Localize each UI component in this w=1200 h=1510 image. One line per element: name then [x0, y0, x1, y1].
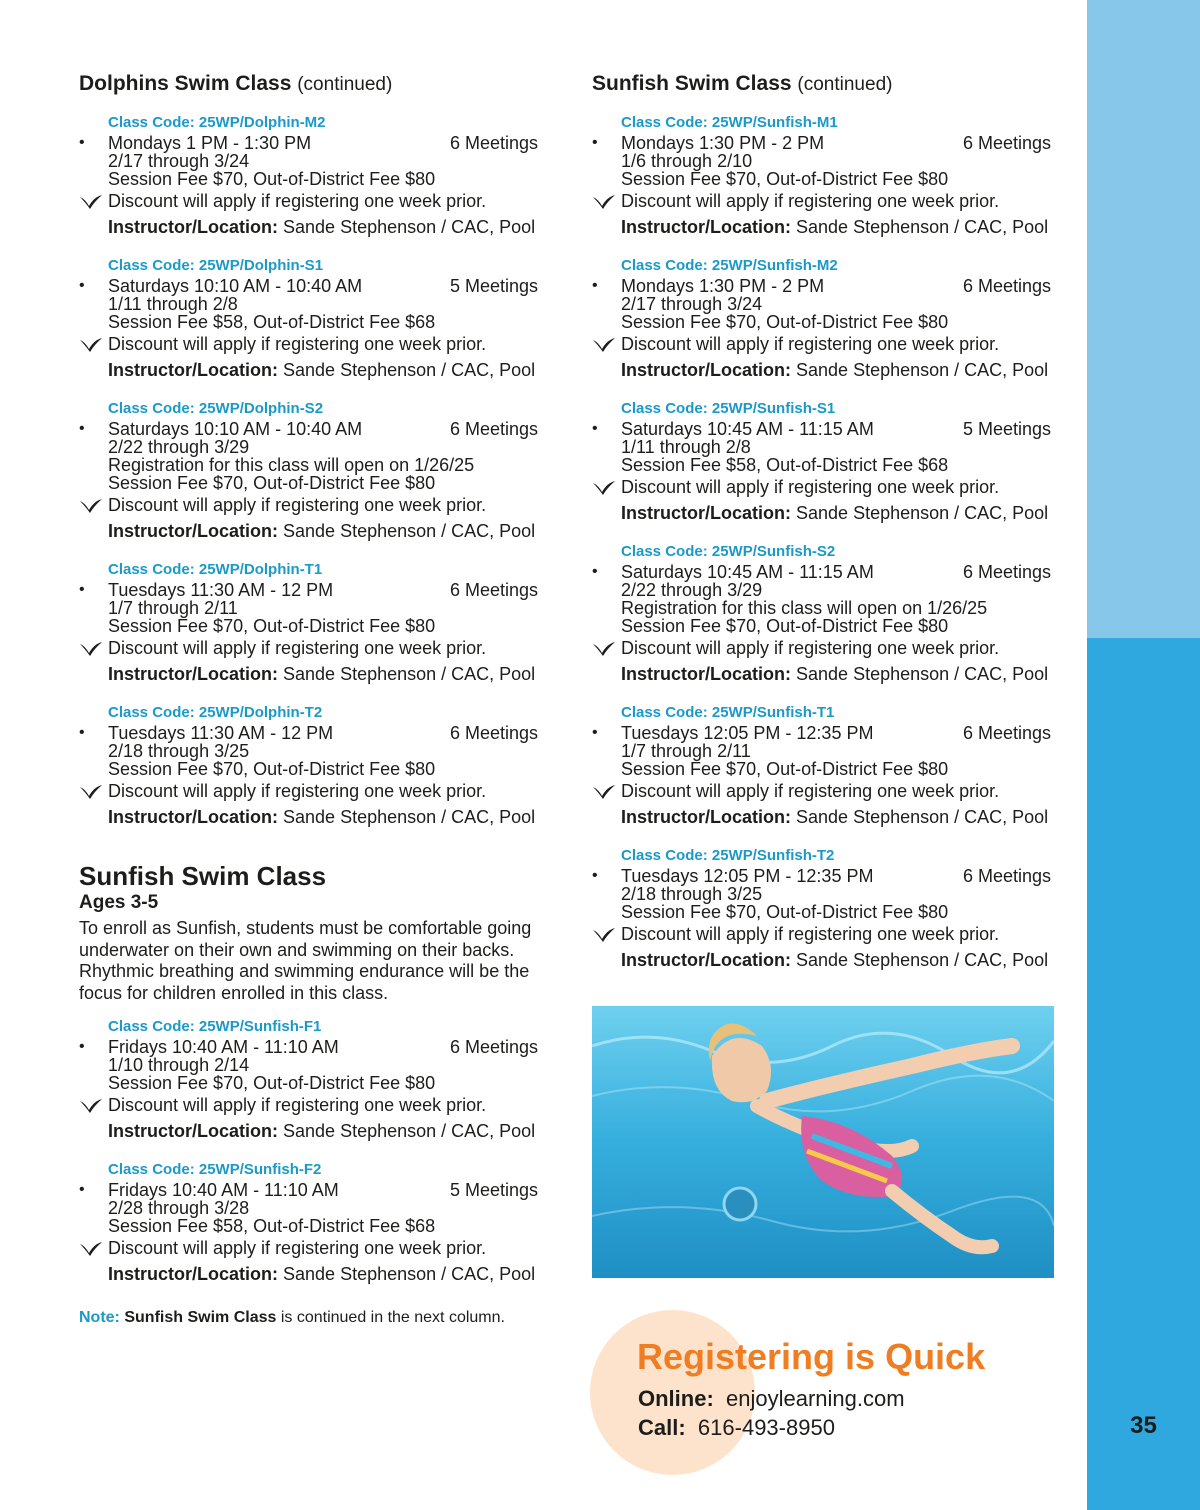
- instructor-label: Instructor/Location:: [621, 664, 791, 684]
- class-schedule: Saturdays 10:10 AM - 10:40 AM: [108, 419, 363, 439]
- bullet-icon: •: [79, 581, 85, 598]
- class-meetings: 6 Meetings: [963, 723, 1052, 743]
- discount-note: [592, 636, 1062, 661]
- class-meetings: 6 Meetings: [963, 276, 1052, 296]
- sunfish-description: To enroll as Sunfish, students must be comfortable going underwater on their own and swimming on their backs. Rhythmic breathing and swimming endurance will be the focus for children enrolled in this class.: [79, 918, 532, 1003]
- instructor-label: Instructor/Location:: [108, 1264, 278, 1284]
- class-schedule: Tuesdays 12:05 PM - 12:35 PM: [621, 723, 874, 743]
- discount-note: [592, 779, 1062, 804]
- class-meetings: 6 Meetings: [450, 1037, 539, 1057]
- sunfish-continued-class-list: [592, 113, 1062, 973]
- swoosh-check-icon: [79, 641, 103, 657]
- instructor-label: Instructor/Location:: [108, 1121, 278, 1141]
- note-class-name: Sunfish Swim Class: [124, 1309, 277, 1326]
- swoosh-check-icon: [592, 784, 616, 800]
- discount-note: [592, 189, 1062, 214]
- class-detail-line: Session Fee $58, Out-of-District Fee $68: [108, 1216, 436, 1236]
- register-call-line: [638, 1415, 835, 1441]
- sunfish-intro: [79, 860, 549, 1004]
- class-detail-line: 2/28 through 3/28: [108, 1198, 250, 1218]
- class-detail-line: 1/11 through 2/8: [621, 437, 751, 457]
- class-meetings: 6 Meetings: [450, 419, 539, 439]
- instructor-value: Sande Stephenson / CAC, Pool: [796, 664, 1049, 684]
- instructor-value: Sande Stephenson / CAC, Pool: [283, 360, 536, 380]
- instructor-value: Sande Stephenson / CAC, Pool: [796, 950, 1049, 970]
- register-title: Registering is Quick: [637, 1336, 986, 1377]
- page-number: 35: [1130, 1412, 1157, 1439]
- class-detail-line: Session Fee $70, Out-of-District Fee $80: [108, 1073, 436, 1093]
- class-code: Class Code: 25WP/Dolphin-M2: [108, 114, 326, 131]
- bullet-icon: •: [592, 420, 598, 437]
- note-label: Note:: [79, 1309, 120, 1326]
- register-online-label: Online:: [638, 1386, 714, 1411]
- instructor-label: Instructor/Location:: [108, 664, 278, 684]
- class-code: Class Code: 25WP/Sunfish-M1: [621, 114, 838, 131]
- class-meetings: 6 Meetings: [450, 580, 539, 600]
- instructor-label: Instructor/Location:: [108, 807, 278, 827]
- page-sidebar: [1087, 0, 1200, 1510]
- sunfish-class-list: [79, 1017, 549, 1287]
- instructor-value: Sande Stephenson / CAC, Pool: [796, 807, 1049, 827]
- class-detail-line: 2/18 through 3/25: [621, 884, 763, 904]
- class-code: Class Code: 25WP/Sunfish-T1: [621, 704, 835, 721]
- instructor-location: [592, 947, 1062, 973]
- class-details: [592, 152, 1062, 188]
- class-details: [592, 742, 1062, 778]
- swimming-child-photo: [592, 1006, 1054, 1278]
- class-details: [592, 581, 1062, 635]
- instructor-label: Instructor/Location:: [108, 521, 278, 541]
- discount-note: [79, 636, 549, 661]
- instructor-location: [592, 357, 1062, 383]
- register-phone-number[interactable]: 616-493-8950: [697, 1415, 835, 1440]
- class-detail-line: 1/7 through 2/11: [108, 598, 238, 618]
- discount-note: [79, 779, 549, 804]
- swoosh-check-icon: [79, 337, 103, 353]
- class-meetings: 5 Meetings: [450, 276, 539, 296]
- discount-note: [79, 332, 549, 357]
- class-details: [79, 438, 549, 492]
- class-meetings: 6 Meetings: [963, 866, 1052, 886]
- continuation-note: [79, 1309, 549, 1327]
- class-schedule: Tuesdays 11:30 AM - 12 PM: [108, 580, 334, 600]
- class-schedule-line: [79, 1181, 549, 1199]
- bullet-icon: •: [592, 563, 598, 580]
- sidebar-top-band: [1087, 0, 1200, 638]
- sunfish-ages: Ages 3-5: [79, 892, 159, 913]
- class-code: Class Code: 25WP/Dolphin-S2: [108, 400, 324, 417]
- discount-note: [79, 493, 549, 518]
- instructor-location: [79, 214, 549, 240]
- class-detail-line: Session Fee $70, Out-of-District Fee $80: [621, 169, 949, 189]
- bullet-icon: •: [79, 420, 85, 437]
- register-online-link[interactable]: enjoylearning.com: [726, 1386, 905, 1411]
- class-detail-line: Session Fee $58, Out-of-District Fee $68: [621, 455, 949, 475]
- sunfish-continued-heading: [592, 68, 1062, 100]
- class-detail-line: Session Fee $58, Out-of-District Fee $68: [108, 312, 436, 332]
- class-listing: [592, 113, 1062, 240]
- instructor-value: Sande Stephenson / CAC, Pool: [283, 217, 536, 237]
- class-details: [592, 438, 1062, 474]
- class-code: Class Code: 25WP/Dolphin-T1: [108, 561, 323, 578]
- instructor-label: Instructor/Location:: [108, 360, 278, 380]
- discount-text: Discount will apply if registering one week prior.: [108, 334, 487, 354]
- class-schedule-line: [79, 134, 549, 152]
- instructor-location: [592, 214, 1062, 240]
- instructor-location: [79, 1261, 549, 1287]
- swoosh-check-icon: [79, 1098, 103, 1114]
- swoosh-check-icon: [79, 1241, 103, 1257]
- class-detail-line: 2/17 through 3/24: [108, 151, 250, 171]
- class-detail-line: 2/17 through 3/24: [621, 294, 763, 314]
- discount-note: [79, 189, 549, 214]
- class-meetings: 6 Meetings: [450, 133, 539, 153]
- bullet-icon: •: [592, 724, 598, 741]
- instructor-label: Instructor/Location:: [621, 950, 791, 970]
- instructor-label: Instructor/Location:: [621, 503, 791, 523]
- dolphins-heading: [79, 68, 549, 100]
- class-listing: [79, 399, 549, 544]
- dolphins-heading-suffix: (continued): [297, 74, 393, 95]
- bullet-icon: •: [592, 134, 598, 151]
- class-listing: [79, 256, 549, 383]
- sunfish-title: Sunfish Swim Class: [79, 861, 327, 891]
- register-online-line: [638, 1386, 905, 1412]
- class-code: Class Code: 25WP/Dolphin-T2: [108, 704, 323, 721]
- class-detail-line: Session Fee $70, Out-of-District Fee $80: [621, 616, 949, 636]
- discount-text: Discount will apply if registering one week prior.: [621, 334, 1000, 354]
- class-detail-line: Session Fee $70, Out-of-District Fee $80: [108, 473, 436, 493]
- class-code: Class Code: 25WP/Sunfish-F1: [108, 1018, 322, 1035]
- class-listing: [592, 542, 1062, 687]
- bullet-icon: •: [592, 277, 598, 294]
- instructor-label: Instructor/Location:: [108, 217, 278, 237]
- class-details: [79, 152, 549, 188]
- class-schedule: Tuesdays 12:05 PM - 12:35 PM: [621, 866, 874, 886]
- class-listing: [592, 399, 1062, 526]
- class-details: [592, 885, 1062, 921]
- class-detail-line: 1/6 through 2/10: [621, 151, 753, 171]
- class-schedule: Mondays 1:30 PM - 2 PM: [621, 133, 825, 153]
- discount-text: Discount will apply if registering one week prior.: [621, 924, 1000, 944]
- class-detail-line: Session Fee $70, Out-of-District Fee $80: [621, 902, 949, 922]
- swoosh-check-icon: [592, 641, 616, 657]
- class-detail-line: 2/18 through 3/25: [108, 741, 250, 761]
- class-detail-line: Session Fee $70, Out-of-District Fee $80: [108, 616, 436, 636]
- class-schedule-line: [592, 277, 1062, 295]
- instructor-location: [592, 804, 1062, 830]
- class-schedule: Saturdays 10:45 AM - 11:15 AM: [621, 562, 874, 582]
- class-meetings: 6 Meetings: [963, 133, 1052, 153]
- class-schedule-line: [592, 724, 1062, 742]
- register-call-label: Call:: [638, 1415, 686, 1440]
- class-listing: [79, 1017, 549, 1144]
- bullet-icon: •: [79, 277, 85, 294]
- class-details: [79, 742, 549, 778]
- discount-note: [592, 475, 1062, 500]
- swoosh-check-icon: [592, 927, 616, 943]
- instructor-location: [592, 661, 1062, 687]
- class-schedule: Mondays 1:30 PM - 2 PM: [621, 276, 825, 296]
- sunfish-continued-suffix: (continued): [797, 74, 893, 95]
- class-details: [79, 1056, 549, 1092]
- instructor-value: Sande Stephenson / CAC, Pool: [283, 807, 536, 827]
- discount-text: Discount will apply if registering one week prior.: [621, 191, 1000, 211]
- class-detail-line: 1/7 through 2/11: [621, 741, 751, 761]
- discount-note: [592, 922, 1062, 947]
- discount-text: Discount will apply if registering one week prior.: [621, 781, 1000, 801]
- class-listing: [592, 256, 1062, 383]
- swoosh-check-icon: [592, 337, 616, 353]
- instructor-value: Sande Stephenson / CAC, Pool: [283, 521, 536, 541]
- dolphins-class-list: [79, 113, 549, 830]
- class-schedule: Saturdays 10:10 AM - 10:40 AM: [108, 276, 363, 296]
- discount-text: Discount will apply if registering one week prior.: [621, 638, 1000, 658]
- dolphins-heading-title: Dolphins Swim Class: [79, 72, 292, 95]
- bullet-icon: •: [79, 1038, 85, 1055]
- class-details: [592, 295, 1062, 331]
- instructor-label: Instructor/Location:: [621, 217, 791, 237]
- instructor-value: Sande Stephenson / CAC, Pool: [283, 1264, 536, 1284]
- instructor-location: [79, 661, 549, 687]
- discount-text: Discount will apply if registering one week prior.: [108, 1095, 487, 1115]
- class-detail-line: Session Fee $70, Out-of-District Fee $80: [621, 312, 949, 332]
- class-detail-line: Session Fee $70, Out-of-District Fee $80: [108, 169, 436, 189]
- swoosh-check-icon: [592, 480, 616, 496]
- class-code: Class Code: 25WP/Sunfish-M2: [621, 257, 838, 274]
- discount-text: Discount will apply if registering one week prior.: [108, 191, 487, 211]
- class-detail-line: Session Fee $70, Out-of-District Fee $80: [621, 759, 949, 779]
- class-schedule-line: [79, 1038, 549, 1056]
- class-listing: [79, 703, 549, 830]
- class-detail-line: Registration for this class will open on 1/26/25: [621, 598, 988, 618]
- class-detail-line: 1/10 through 2/14: [108, 1055, 250, 1075]
- class-schedule: Saturdays 10:45 AM - 11:15 AM: [621, 419, 874, 439]
- class-code: Class Code: 25WP/Sunfish-S2: [621, 543, 836, 560]
- class-schedule-line: [592, 420, 1062, 438]
- class-schedule-line: [79, 420, 549, 438]
- swoosh-check-icon: [79, 498, 103, 514]
- swoosh-check-icon: [79, 784, 103, 800]
- instructor-location: [79, 804, 549, 830]
- instructor-value: Sande Stephenson / CAC, Pool: [796, 217, 1049, 237]
- class-schedule-line: [79, 277, 549, 295]
- class-listing: [79, 1160, 549, 1287]
- class-listing: [592, 703, 1062, 830]
- instructor-label: Instructor/Location:: [621, 807, 791, 827]
- instructor-location: [79, 1118, 549, 1144]
- class-schedule: Fridays 10:40 AM - 11:10 AM: [108, 1037, 339, 1057]
- class-schedule: Tuesdays 11:30 AM - 12 PM: [108, 723, 334, 743]
- instructor-label: Instructor/Location:: [621, 360, 791, 380]
- bullet-icon: •: [79, 134, 85, 151]
- right-column: [592, 68, 1062, 973]
- discount-text: Discount will apply if registering one week prior.: [108, 495, 487, 515]
- class-code: Class Code: 25WP/Sunfish-F2: [108, 1161, 322, 1178]
- bullet-icon: •: [79, 724, 85, 741]
- class-schedule-line: [592, 134, 1062, 152]
- instructor-value: Sande Stephenson / CAC, Pool: [283, 664, 536, 684]
- instructor-location: [79, 357, 549, 383]
- class-meetings: 6 Meetings: [450, 723, 539, 743]
- bullet-icon: •: [79, 1181, 85, 1198]
- class-detail-line: Registration for this class will open on 1/26/25: [108, 455, 475, 475]
- class-schedule-line: [592, 563, 1062, 581]
- note-text: is continued in the next column.: [276, 1309, 505, 1326]
- class-listing: [592, 846, 1062, 973]
- class-details: [79, 599, 549, 635]
- discount-text: Discount will apply if registering one week prior.: [108, 638, 487, 658]
- discount-text: Discount will apply if registering one week prior.: [108, 1238, 487, 1258]
- class-detail-line: 1/11 through 2/8: [108, 294, 238, 314]
- class-schedule-line: [79, 581, 549, 599]
- discount-note: [592, 332, 1062, 357]
- instructor-location: [79, 518, 549, 544]
- class-code: Class Code: 25WP/Dolphin-S1: [108, 257, 324, 274]
- class-listing: [79, 560, 549, 687]
- swoosh-check-icon: [79, 194, 103, 210]
- instructor-value: Sande Stephenson / CAC, Pool: [796, 503, 1049, 523]
- class-meetings: 5 Meetings: [963, 419, 1052, 439]
- class-code: Class Code: 25WP/Sunfish-T2: [621, 847, 835, 864]
- class-details: [79, 295, 549, 331]
- class-schedule-line: [592, 867, 1062, 885]
- sunfish-continued-title: Sunfish Swim Class: [592, 72, 792, 95]
- left-column: [79, 68, 549, 1327]
- class-schedule-line: [79, 724, 549, 742]
- swimming-child-illustration: [592, 1006, 1054, 1278]
- discount-note: [79, 1236, 549, 1261]
- bullet-icon: •: [592, 867, 598, 884]
- class-schedule: Fridays 10:40 AM - 11:10 AM: [108, 1180, 339, 1200]
- class-meetings: 5 Meetings: [450, 1180, 539, 1200]
- class-schedule: Mondays 1 PM - 1:30 PM: [108, 133, 312, 153]
- swoosh-check-icon: [592, 194, 616, 210]
- discount-text: Discount will apply if registering one week prior.: [621, 477, 1000, 497]
- class-code: Class Code: 25WP/Sunfish-S1: [621, 400, 836, 417]
- class-detail-line: 2/22 through 3/29: [108, 437, 250, 457]
- register-callout: [590, 1310, 1030, 1480]
- instructor-value: Sande Stephenson / CAC, Pool: [283, 1121, 536, 1141]
- discount-note: [79, 1093, 549, 1118]
- class-meetings: 6 Meetings: [963, 562, 1052, 582]
- class-details: [79, 1199, 549, 1235]
- instructor-value: Sande Stephenson / CAC, Pool: [796, 360, 1049, 380]
- class-detail-line: Session Fee $70, Out-of-District Fee $80: [108, 759, 436, 779]
- instructor-location: [592, 500, 1062, 526]
- class-listing: [79, 113, 549, 240]
- discount-text: Discount will apply if registering one week prior.: [108, 781, 487, 801]
- class-detail-line: 2/22 through 3/29: [621, 580, 763, 600]
